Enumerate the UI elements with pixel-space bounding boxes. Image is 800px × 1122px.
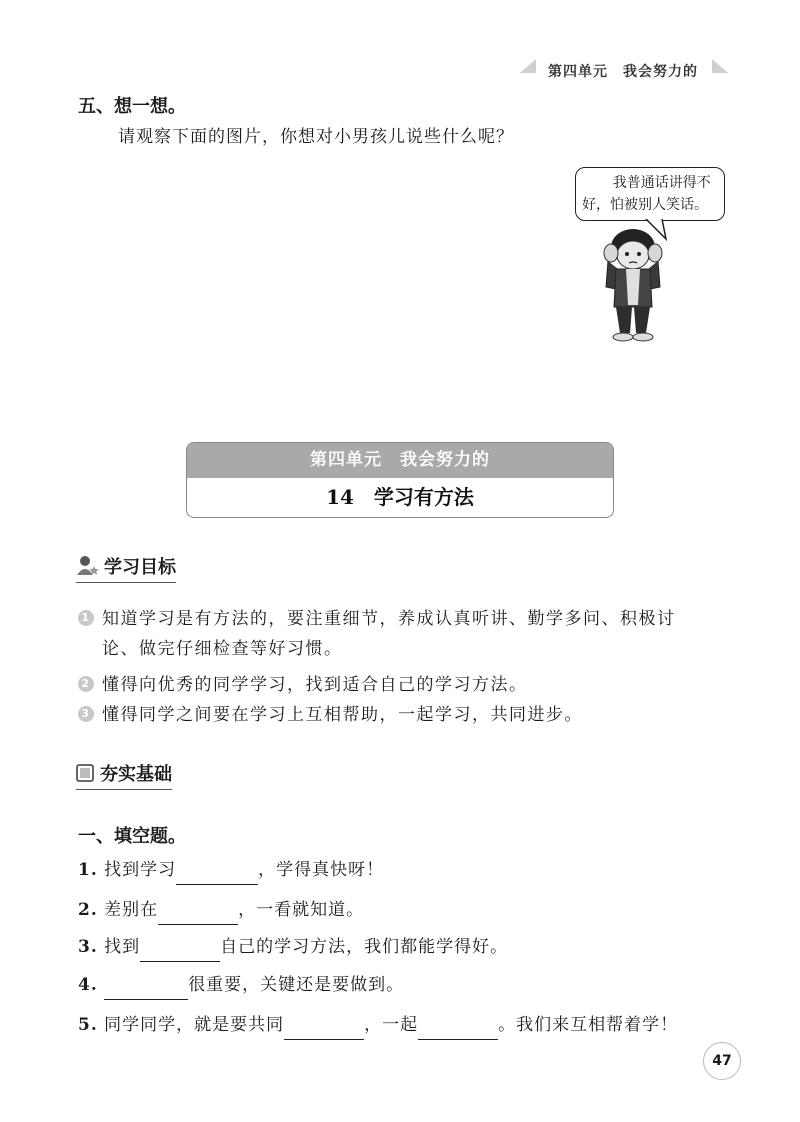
boy-illustration-icon xyxy=(596,225,676,345)
speech-bubble xyxy=(575,167,725,221)
basics-title: 夯实基础 xyxy=(100,764,172,785)
q4-blank[interactable] xyxy=(104,981,188,1000)
goal-2-text: 懂得向优秀的同学学习，找到适合自己的学习方法。 xyxy=(102,675,528,695)
q1-number: 1. xyxy=(78,860,98,880)
goal-item-1 xyxy=(78,607,676,629)
q1-blank[interactable] xyxy=(176,866,258,885)
fill-question-4 xyxy=(78,970,404,1000)
q5-after: 。我们来互相帮着学！ xyxy=(498,1015,679,1035)
goal-1-line2: 论、做完仔细检查等好习惯。 xyxy=(102,639,343,659)
lesson-banner xyxy=(186,442,614,518)
banner-unit: 第四单元 我会努力的 xyxy=(187,443,613,478)
goal-number-2: 2 xyxy=(78,676,94,692)
lesson-title: 14 学习有方法 xyxy=(326,485,474,509)
goal-1-line1: 知道学习是有方法的，要注重细节，养成认真听讲、勤学多问、积极讨 xyxy=(102,609,676,629)
learning-goals-title: 学习目标 xyxy=(104,557,176,578)
basics-tag xyxy=(76,760,172,790)
q3-blank[interactable] xyxy=(140,943,220,962)
section5-title: 五、想一想。 xyxy=(78,96,186,117)
q5-blank-2[interactable] xyxy=(418,1021,498,1040)
goal-3-text: 懂得同学之间要在学习上互相帮助，一起学习，共同进步。 xyxy=(102,705,583,725)
q2-before: 差别在 xyxy=(104,900,159,920)
q1-after: ，学得真快呀！ xyxy=(258,860,385,880)
person-star-icon xyxy=(76,555,100,577)
goal-item-2 xyxy=(78,673,528,695)
q5-before: 同学同学，就是要共同 xyxy=(104,1015,285,1035)
section5-prompt: 请观察下面的图片，你想对小男孩儿说些什么呢？ xyxy=(118,127,514,147)
header-right-triangle xyxy=(712,59,728,73)
q4-after: 很重要，关键还是要做到。 xyxy=(188,975,405,995)
q4-number: 4. xyxy=(78,975,98,995)
page-number: 47 xyxy=(703,1042,741,1080)
q1-before: 找到学习 xyxy=(104,860,177,880)
goal-number-1: 1 xyxy=(78,610,94,626)
q3-number: 3. xyxy=(78,937,98,957)
fill-question-5 xyxy=(78,1010,678,1040)
q2-blank[interactable] xyxy=(158,906,238,925)
bubble-line2: 好，怕被别人笑话。 xyxy=(582,197,708,213)
fill-question-2 xyxy=(78,895,364,925)
goal-number-3: 3 xyxy=(78,706,94,722)
q3-before: 找到 xyxy=(104,937,141,957)
goal-item-3 xyxy=(78,703,583,725)
fill-section-title: 一、填空题。 xyxy=(78,826,186,847)
q2-after: ，一看就知道。 xyxy=(238,900,365,920)
q5-number: 5. xyxy=(78,1015,98,1035)
q3-after: 自己的学习方法，我们都能学得好。 xyxy=(220,937,509,957)
header-unit-title: 第四单元 我会努力的 xyxy=(548,64,698,80)
header-left-triangle xyxy=(520,59,536,73)
fill-question-3 xyxy=(78,932,508,962)
fill-question-1 xyxy=(78,855,384,885)
bubble-line1: 我普通话讲得不 xyxy=(612,175,711,191)
q5-blank-1[interactable] xyxy=(284,1021,364,1040)
notebook-icon xyxy=(76,763,96,783)
q2-number: 2. xyxy=(78,900,98,920)
learning-goals-tag xyxy=(76,553,176,583)
q5-mid: ，一起 xyxy=(364,1015,419,1035)
